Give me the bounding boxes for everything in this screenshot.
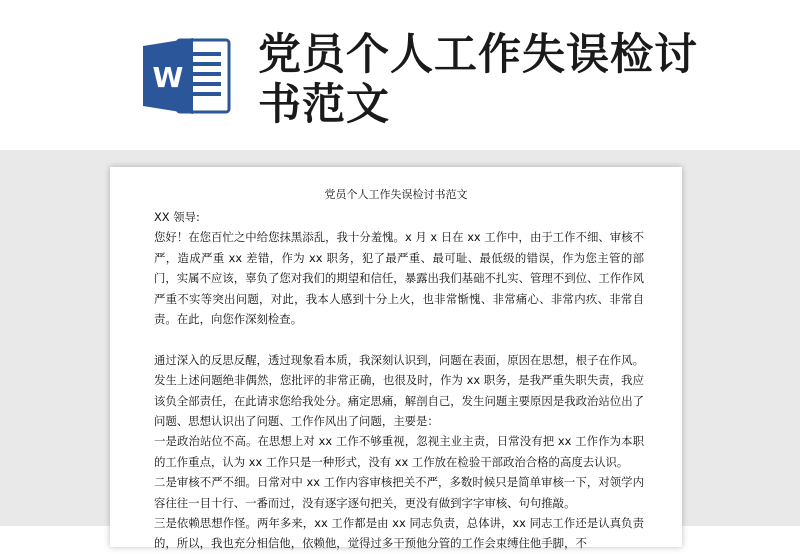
paragraph: 三是依赖思想作怪。两年多来，xx 工作都是由 xx 同志负责，总体讲，xx 同志工作还是认真负责的，所以，我也充分相信他，依赖他，觉得过多干预他分管的工作会束缚住他手脚，不 <box>154 516 644 551</box>
document-body <box>154 207 644 554</box>
salutation: XX 领导: <box>154 210 200 224</box>
paragraph: 二是审核不严不细。日常对中 xx 工作内容审核把关不严，多数时候只是简单审核一下，对领学内容往往一目十行、一番而过，没有逐字逐句把关，更没有做到字字审核、句句推敲。 <box>154 475 644 510</box>
paragraph-gap <box>154 329 644 349</box>
paragraph: 通过深入的反思反醒，透过现象看本质，我深刻认识到，问题在表面，原因在思想，根子在作风。发生上述问题绝非偶然，您批评的非常正确，也很及时，作为 xx 职务，是我严重失职失责，我应该负全部责任，在此请求您给我处分。痛定思痛，解剖自己，发生问题主要原因是我政治站位出了问题、思想认识出了问题、工作作风出了问题，主要是： <box>154 352 644 429</box>
header-band <box>0 0 800 150</box>
document-page <box>110 167 682 551</box>
document-title: 党员个人工作失误检讨书范文 <box>324 188 468 201</box>
paragraph: 一是政治站位不高。在思想上对 xx 工作不够重视，忽视主业主责，日常没有把 xx 工作作为本职的工作重点，认为 xx 工作只是一种形式，没有 xx 工作放在检验干部政治合格的高度去认识。 <box>154 434 644 469</box>
word-icon <box>143 36 233 116</box>
page-title: 党员个人工作失误检讨书范文 <box>258 30 698 130</box>
word-icon-letter: W <box>152 61 184 94</box>
paragraph: 您好！在您百忙之中给您抹黑添乱，我十分羞愧。x 月 x 日在 xx 工作中，由于工作不细、审核不严，造成严重 xx 差错，作为 xx 职务，犯了最严重、最可耻、最低级的错误，作为您主管的部门，实属不应该，辜负了您对我们的期望和信任，暴露出我们基础不扎实、管理不到位、工作作风严重不实等突出问题，对此，我本人感到十分上火，也非常惭愧、非常痛心、非常内疚、非常自责。在此，向您作深刻检查。 <box>154 230 644 327</box>
